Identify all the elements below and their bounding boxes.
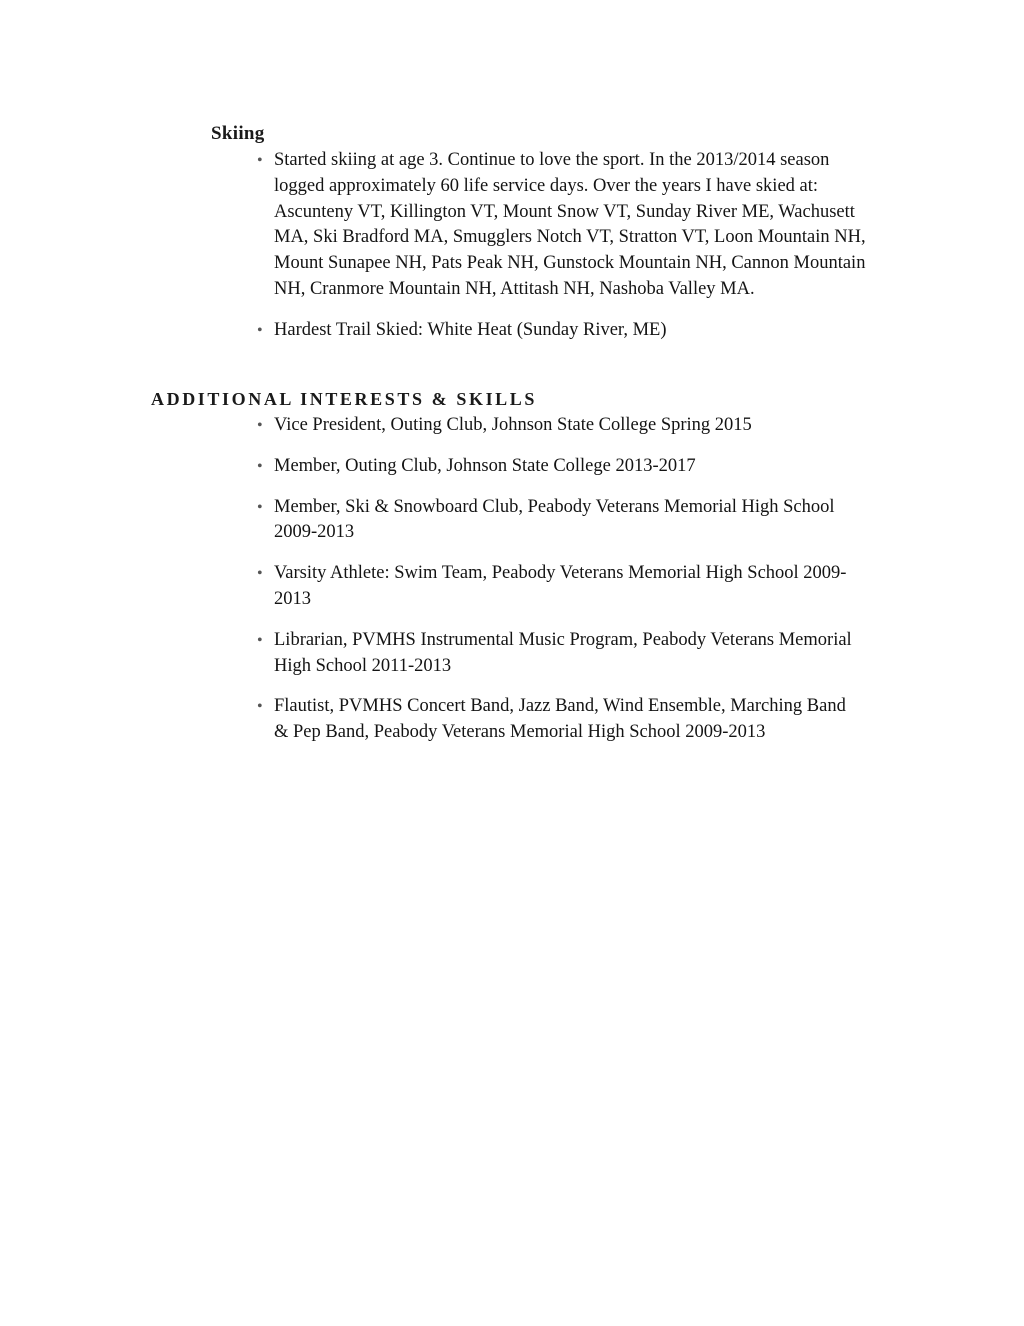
- list-item-text: Varsity Athlete: Swim Team, Peabody Veterans Memorial High School 2009-2013: [274, 563, 847, 609]
- skiing-list: [257, 148, 870, 359]
- list-item-text: Started skiing at age 3. Continue to love the sport. In the 2013/2014 season logged approximately 60 life service days. Over the years I have skied at: Ascunteny VT, Killington VT, Mount Snow VT, Sunday River ME, Wachusett MA, Ski Bradford MA, Smugglers Notch VT, Stratton VT, Loon Mountain NH, Mount Sunapee NH, Pats Peak NH, Gunstock Mountain NH, Cannon Mountain NH, Cranmore Mountain NH, Attitash NH, Nashoba Valley MA.: [274, 150, 866, 299]
- list-item-text: Flautist, PVMHS Concert Band, Jazz Band, Wind Ensemble, Marching Band & Pep Band, Peabody Veterans Memorial High School 2009-2013: [274, 696, 846, 743]
- list-item-text: Hardest Trail Skied: White Heat (Sunday River, ME): [274, 319, 667, 340]
- list-item-text: Librarian, PVMHS Instrumental Music Program, Peabody Veterans Memorial High School 2011-2013: [274, 629, 852, 676]
- list-item-text: Member, Ski & Snowboard Club, Peabody Veterans Memorial High School 2009-2013: [274, 496, 835, 543]
- list-item-text: Member, Outing Club, Johnson State College 2013-2017: [274, 455, 696, 476]
- skiing-heading: Skiing: [211, 123, 265, 144]
- list-item: [257, 413, 864, 439]
- bullet-icon: •: [257, 321, 263, 339]
- list-item: [257, 694, 864, 746]
- bullet-icon: •: [257, 698, 263, 716]
- list-item: [257, 561, 864, 613]
- bullet-icon: •: [257, 152, 263, 169]
- list-item: [257, 495, 864, 547]
- list-item-text: Vice President, Outing Club, Johnson State College Spring 2015: [274, 415, 752, 435]
- bullet-icon: •: [257, 631, 263, 649]
- list-item: [257, 148, 870, 303]
- list-item: [257, 318, 870, 344]
- list-item: [257, 454, 864, 480]
- list-item: [257, 628, 864, 680]
- bullet-icon: •: [257, 417, 263, 434]
- bullet-icon: •: [257, 565, 263, 583]
- additional-interests-heading: ADDITIONAL INTERESTS & SKILLS: [151, 389, 538, 409]
- bullet-icon: •: [257, 457, 263, 475]
- additional-interests-list: [257, 413, 864, 761]
- bullet-icon: •: [257, 498, 263, 516]
